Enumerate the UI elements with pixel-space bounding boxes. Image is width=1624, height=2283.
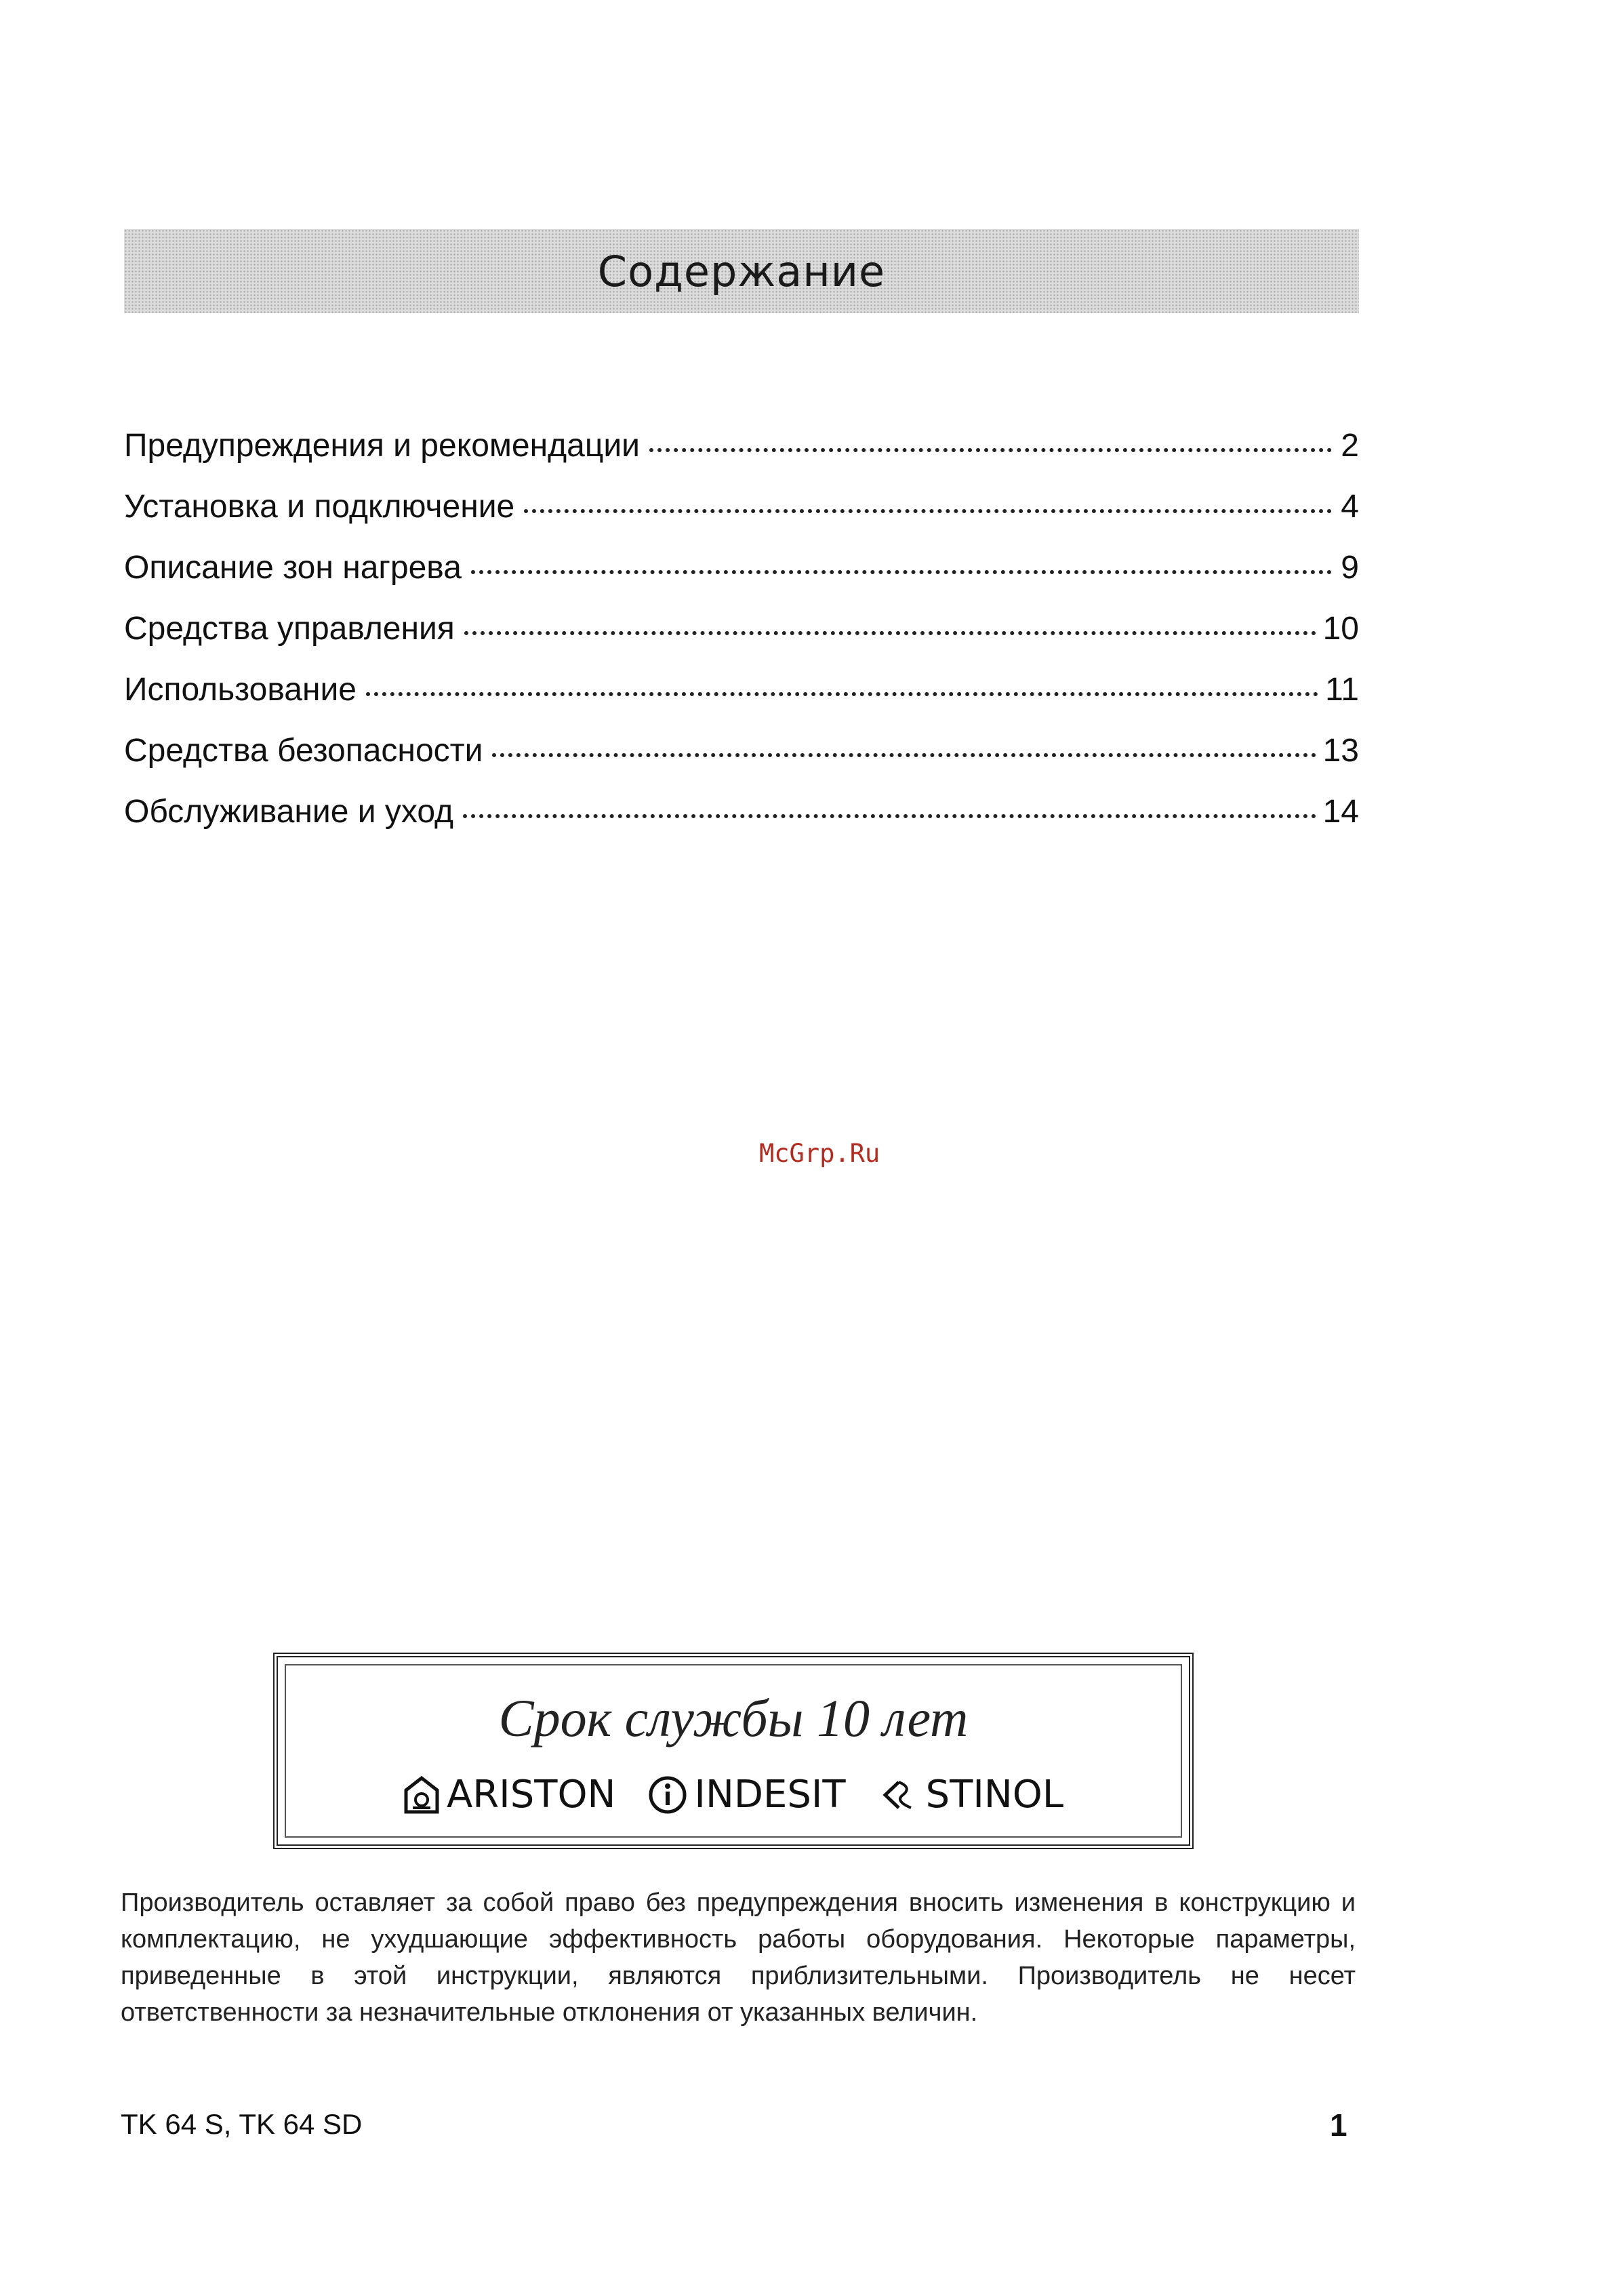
toc-page-number: 11 <box>1325 672 1359 708</box>
ariston-house-icon <box>403 1775 440 1815</box>
page-number: 1 <box>1330 2107 1347 2143</box>
toc-label: Использование <box>124 672 357 708</box>
toc-label: Описание зон нагрева <box>124 550 462 586</box>
toc-page-number: 10 <box>1322 611 1359 647</box>
toc-row[interactable] <box>124 488 1359 549</box>
toc-leader-dots <box>366 692 1318 696</box>
stinol-wordmark: STINOL <box>925 1773 1064 1817</box>
toc-page-number: 2 <box>1341 428 1359 464</box>
toc-page-number: 4 <box>1341 489 1359 525</box>
toc-leader-dots <box>649 448 1332 452</box>
toc-row[interactable] <box>124 610 1359 671</box>
toc-label: Средства безопасности <box>124 733 483 769</box>
toc-leader-dots <box>524 509 1332 513</box>
toc-page-number: 14 <box>1322 794 1359 830</box>
toc-leader-dots <box>463 814 1316 818</box>
watermark[interactable]: McGrp.Ru <box>759 1139 880 1168</box>
toc-label: Предупреждения и рекомендации <box>124 428 640 464</box>
toc-page-number: 13 <box>1322 733 1359 769</box>
indesit-wordmark: INDESIT <box>694 1773 846 1817</box>
toc-row[interactable] <box>124 549 1359 610</box>
toc-row[interactable] <box>124 427 1359 488</box>
toc-row[interactable] <box>124 732 1359 793</box>
toc-label: Средства управления <box>124 611 455 647</box>
toc-label: Установка и подключение <box>124 489 515 525</box>
toc-leader-dots <box>464 631 1316 635</box>
indesit-circle-icon <box>648 1775 687 1815</box>
service-life-text: Срок службы 10 лет <box>498 1689 969 1747</box>
table-of-contents <box>124 427 1359 854</box>
toc-leader-dots <box>492 753 1316 757</box>
disclaimer-paragraph: Производитель оставляет за собой право без предупреждения вносить изменения в конструкцию и комплектацию, не ухудшающие эффективность работы оборудования. Некоторые параметры, приведенные в этой инструкции, являются приблизительными. Производитель не несет ответственности за незначительные отклонения от указанных величин. <box>121 1888 1356 2027</box>
brand-logos <box>278 1773 1189 1817</box>
model-number: TK 64 S, TK 64 SD <box>121 2108 363 2140</box>
title-bar <box>124 229 1359 313</box>
ariston-wordmark: ARISTON <box>446 1773 616 1817</box>
stinol-logo <box>878 1773 1063 1817</box>
stinol-swirl-icon <box>878 1778 919 1812</box>
indesit-logo <box>648 1773 845 1817</box>
toc-row[interactable] <box>124 793 1359 854</box>
toc-leader-dots <box>471 570 1332 574</box>
service-life-box <box>273 1653 1194 1849</box>
page-title: Содержание <box>597 246 886 296</box>
toc-page-number: 9 <box>1341 550 1359 586</box>
ariston-logo <box>403 1773 615 1817</box>
toc-label: Обслуживание и уход <box>124 794 454 830</box>
toc-row[interactable] <box>124 671 1359 732</box>
